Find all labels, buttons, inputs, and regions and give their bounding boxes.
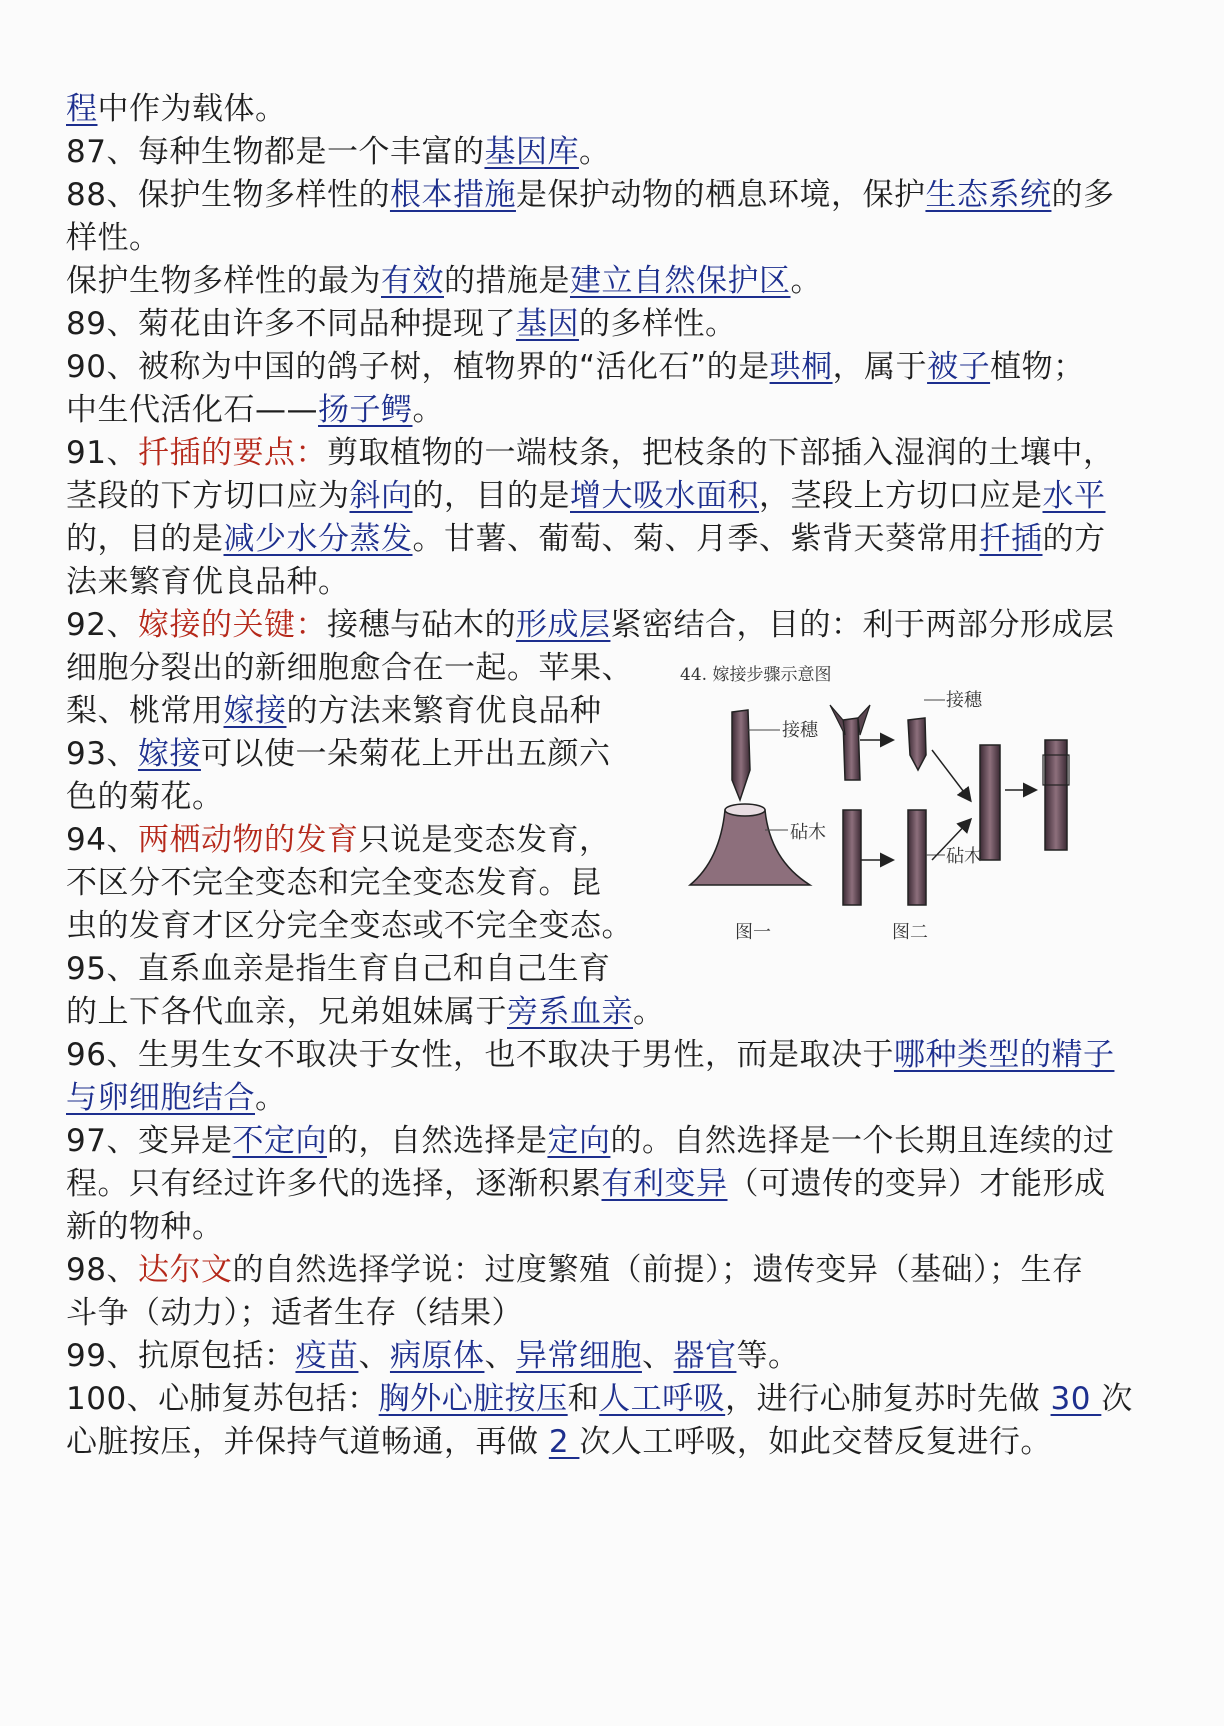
keyword-answer: 胸外心脏按压 <box>378 1381 568 1417</box>
text-segment: 。 <box>578 134 611 170</box>
text-segment: 99、抗原包括： <box>66 1338 296 1374</box>
text-segment: 87、每种生物都是一个丰富的 <box>66 134 485 170</box>
text-segment: 接穗与砧木的 <box>326 607 516 643</box>
text-segment: 98、 <box>66 1252 138 1288</box>
text-segment: 100、心肺复苏包括： <box>66 1381 379 1417</box>
text-segment: ，进行心肺复苏时先做 <box>725 1381 1051 1417</box>
text-line <box>66 1421 1176 1464</box>
text-line <box>66 733 666 776</box>
text-line <box>66 1034 1176 1077</box>
keyword-answer: 被子 <box>927 349 991 385</box>
keyword-answer: 2 <box>548 1424 580 1460</box>
text-segment: 程。只有经过许多代的选择，逐渐积累 <box>66 1166 602 1202</box>
keyword-answer: 减少水分蒸发 <box>223 521 413 557</box>
keyword-answer: 建立自然保护区 <box>570 263 791 299</box>
text-segment: 次人工呼吸，如此交替反复进行。 <box>579 1424 1052 1460</box>
grafting-illustration <box>680 660 1140 950</box>
text-segment: 中作为载体。 <box>97 91 287 127</box>
highlight-heading: 两栖动物的发育 <box>137 822 359 858</box>
text-segment: 。甘薯、葡萄、菊、月季、紫背天葵常用 <box>412 521 980 557</box>
text-segment: 89、菊花由许多不同品种提现了 <box>66 306 516 342</box>
text-segment: 和 <box>567 1381 600 1417</box>
text-segment: 梨、桃常用 <box>66 693 224 729</box>
text-line <box>66 819 666 862</box>
text-segment: 次 <box>1101 1381 1133 1417</box>
scion-label-1: 接穗 <box>782 720 818 741</box>
text-segment: 心脏按压，并保持气道畅通，再做 <box>66 1424 549 1460</box>
text-line <box>66 303 1176 346</box>
keyword-answer: 生态系统 <box>925 177 1052 213</box>
keyword-answer: 哪种类型的精子 <box>893 1037 1115 1073</box>
text-segment: 、 <box>358 1338 390 1374</box>
text-segment: 。 <box>412 392 444 428</box>
keyword-answer: 基因 <box>515 306 579 342</box>
text-segment: 88、保护生物多样性的 <box>66 177 390 213</box>
keyword-answer: 扦插 <box>979 521 1043 557</box>
keyword-answer: 与卵细胞结合 <box>66 1080 255 1116</box>
text-segment: 等。 <box>736 1338 800 1374</box>
text-segment: 紧密结合，目的：利于两部分形成层 <box>610 607 1115 643</box>
text-line <box>66 776 666 819</box>
text-line <box>66 905 666 948</box>
text-segment: （可遗传的变异）才能形成 <box>727 1166 1106 1202</box>
text-segment: 茎段的下方切口应为 <box>66 478 350 514</box>
text-line <box>66 88 1176 131</box>
text-segment: 剪取植物的一端枝条，把枝条的下部插入湿润的土壤中， <box>326 435 1115 471</box>
text-segment: 94、 <box>66 822 138 858</box>
text-segment: 的方 <box>1042 521 1106 557</box>
highlight-heading: 达尔文 <box>137 1252 233 1288</box>
text-segment: 90、被称为中国的鸽子树，植物界的“活化石”的是 <box>66 349 770 385</box>
text-segment: 保护生物多样性的最为 <box>66 263 381 299</box>
keyword-answer: 形成层 <box>515 607 611 643</box>
stock-label-2: 砧木 <box>946 846 982 867</box>
keyword-answer: 不定向 <box>232 1123 327 1159</box>
text-segment: 是保护动物的栖息环境，保护 <box>515 177 926 213</box>
text-line <box>66 131 1176 174</box>
text-line <box>66 647 666 690</box>
text-segment: 的多 <box>1051 177 1115 213</box>
keyword-answer: 病原体 <box>389 1338 485 1374</box>
keyword-answer: 嫁接 <box>137 736 201 772</box>
text-segment: 的，目的是 <box>66 521 224 557</box>
keyword-answer: 斜向 <box>349 478 413 514</box>
text-segment: 斗争（动力）；适者生存（结果） <box>66 1295 523 1331</box>
keyword-answer: 增大吸水面积 <box>570 478 759 514</box>
keyword-answer: 嫁接 <box>223 693 287 729</box>
keyword-answer: 旁系血亲 <box>507 994 633 1030</box>
text-segment: 、 <box>484 1338 516 1374</box>
keyword-answer: 有效 <box>381 263 444 299</box>
text-segment: 只说是变态发育， <box>358 822 611 858</box>
text-line <box>66 1292 1176 1335</box>
text-line <box>66 1077 1176 1120</box>
text-segment: 样性。 <box>66 220 161 256</box>
text-line <box>66 1335 1176 1378</box>
text-segment: 法来繁育优良品种。 <box>66 564 350 600</box>
text-segment: 可以使一朵菊花上开出五颜六 <box>200 736 611 772</box>
text-line <box>66 217 1176 260</box>
text-line <box>66 862 666 905</box>
figure-title: 44. 嫁接步骤示意图 <box>680 665 832 685</box>
text-line <box>66 389 1176 432</box>
stock-label-1: 砧木 <box>790 822 826 843</box>
text-line <box>66 690 666 733</box>
scion-label-2: 接穗 <box>946 690 982 711</box>
text-segment: 的。自然选择是一个长期且连续的过 <box>610 1123 1115 1159</box>
text-segment: 96、生男生女不取决于女性，也不取决于男性，而是取决于 <box>66 1037 894 1073</box>
keyword-answer: 水平 <box>1042 478 1106 514</box>
text-segment: 。 <box>255 1080 287 1116</box>
text-segment: 的多样性。 <box>578 306 737 342</box>
keyword-answer: 疫苗 <box>295 1338 359 1374</box>
text-segment: 93、 <box>66 736 138 772</box>
text-line <box>66 561 1176 604</box>
text-segment: 的，自然选择是 <box>326 1123 548 1159</box>
keyword-answer: 珙桐 <box>769 349 833 385</box>
keyword-answer: 程 <box>66 91 98 127</box>
text-segment: 的，目的是 <box>412 478 570 514</box>
text-line <box>66 518 1176 561</box>
text-segment: ，茎段上方切口应是 <box>759 478 1043 514</box>
keyword-answer: 有利变异 <box>601 1166 728 1202</box>
text-segment: 新的物种。 <box>66 1209 224 1245</box>
text-segment: 虫的发育才区分完全变态或不完全变态。 <box>66 908 633 944</box>
text-line <box>66 1120 1176 1163</box>
keyword-answer: 异常细胞 <box>515 1338 642 1374</box>
keyword-answer: 器官 <box>673 1338 737 1374</box>
text-segment: 92、 <box>66 607 138 643</box>
text-line <box>66 174 1176 217</box>
text-line <box>66 948 666 991</box>
keyword-answer: 根本措施 <box>389 177 516 213</box>
text-segment: 91、 <box>66 435 138 471</box>
text-line <box>66 475 1176 518</box>
text-segment: 的自然选择学说：过度繁殖（前提）；遗传变异（基础）；生存 <box>232 1252 1084 1288</box>
caption-figure-2: 图二 <box>892 922 928 943</box>
text-line <box>66 604 1176 647</box>
text-segment: 细胞分裂出的新细胞愈合在一起。苹果、 <box>66 650 633 686</box>
keyword-answer: 30 <box>1050 1381 1102 1417</box>
text-line <box>66 1206 1176 1249</box>
text-segment: 、 <box>641 1338 674 1374</box>
text-segment: 。 <box>633 994 665 1030</box>
text-segment: ，属于 <box>832 349 928 385</box>
text-line <box>66 346 1176 389</box>
keyword-answer: 扬子鳄 <box>318 392 413 428</box>
highlight-heading: 扦插的要点： <box>137 435 327 471</box>
text-segment: 的措施是 <box>444 263 570 299</box>
text-segment: 不区分不完全变态和完全变态发育。昆 <box>66 865 602 901</box>
text-segment: 95、直系血亲是指生育自己和自己生育 <box>66 951 611 987</box>
grafting-diagram <box>680 660 1140 950</box>
text-segment: 。 <box>790 263 822 299</box>
keyword-answer: 定向 <box>547 1123 611 1159</box>
highlight-heading: 嫁接的关键： <box>137 607 327 643</box>
text-segment: 色的菊花。 <box>66 779 224 815</box>
text-line <box>66 260 1176 303</box>
caption-figure-1: 图一 <box>735 922 771 943</box>
text-line <box>66 1249 1176 1292</box>
text-line <box>66 432 1176 475</box>
text-segment: 植物； <box>990 349 1085 385</box>
keyword-answer: 基因库 <box>484 134 579 170</box>
text-segment: 中生代活化石—— <box>66 392 318 428</box>
text-line <box>66 1163 1176 1206</box>
text-segment: 的上下各代血亲，兄弟姐妹属于 <box>66 994 507 1030</box>
text-segment: 的方法来繁育优良品种 <box>286 693 602 729</box>
text-segment: 97、变异是 <box>66 1123 233 1159</box>
text-line <box>66 1378 1176 1421</box>
text-line <box>66 991 666 1034</box>
keyword-answer: 人工呼吸 <box>599 1381 726 1417</box>
